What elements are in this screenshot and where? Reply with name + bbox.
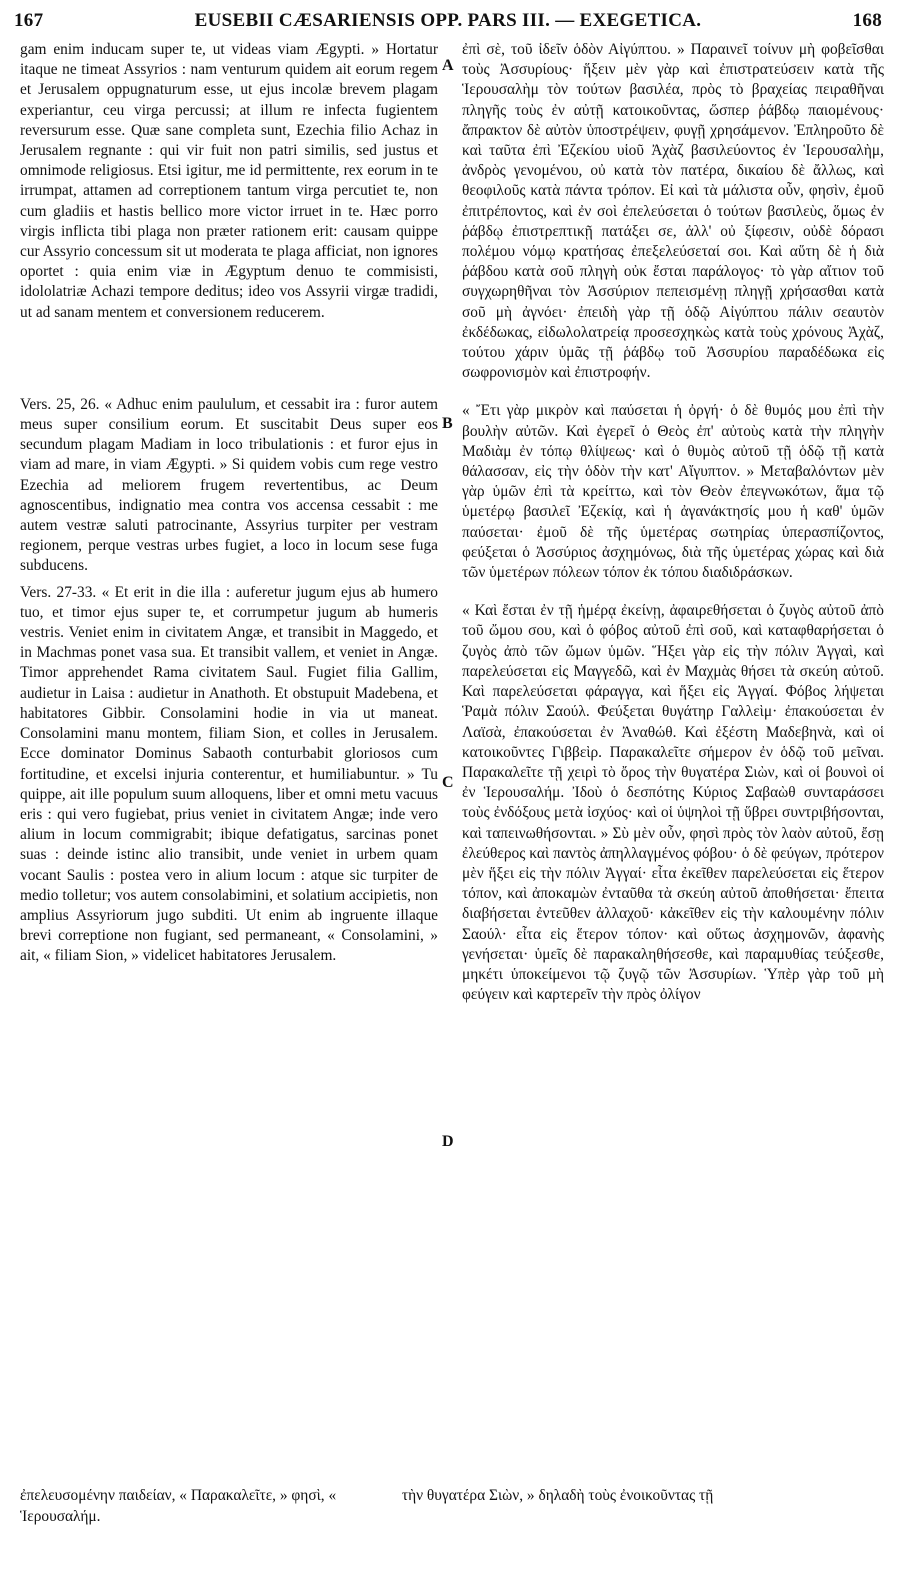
greek-paragraph: « Καὶ ἔσται ἐν τῇ ἡμέρᾳ ἐκείνῃ, ἀφαιρεθήσεται ὁ ζυγὸς αὐτοῦ ἀπὸ τοῦ ὤμου σου, καὶ ὁ φόβος αὐτοῦ ἐπὶ σοῦ, καὶ καταφθαρήσεται ὁ ζυγὸς ἀπὸ τῶν ὤμων ὑμῶν. Ἥξει γὰρ εἰς τὴν πόλιν Ἀγγαὶ, καὶ παρελεύσεται εἰς Μαγγεδῶ, καὶ ἐν Μαχμὰς θήσει τὰ σκεύη αὐτοῦ. Καὶ παρελεύσεται φάραγγα, καὶ ἥξει εἰς Ἀγγαί. Φόβος λήψεται Ῥαμὰ πόλιν Σαούλ. Φεύξεται θυγάτηρ Γαλλεὶμ· ἐπακούσεται ἐν Λαϊσὰ, ἐπακούσεται ἐν Ἀναθώθ. Καὶ ἐξέστη Μαδεβηνὰ, καὶ οἱ κατοικοῦντες Γιββεὶρ. Παρακαλεῖτε σήμερον ἐν ὁδῷ τοῦ μεῖναι. Παρακαλεῖτε τῇ χειρὶ τὸ ὄρος τὴν θυγατέρα Σιὼν, καὶ οἱ βουνοὶ οἱ ἐν Ἱερουσαλήμ. Ἰδοὺ ὁ δεσπότης Κύριος Σαβαὼθ συνταράσσει τοὺς ἐνδόξους μετὰ ἰσχύος· καὶ οἱ ὑψηλοὶ τῇ ὕβρει συντριβήσονται, καὶ ταπεινωθήσονται. » Σὺ μὲν οὖν, φησὶ πρὸς τὸν λαὸν αὐτοῦ, ἔσῃ ἐλεύθερος καὶ παντὸς ἀπηλλαγμένος φόβου· ὁ δὲ φεύγων, πρότερον μὲν ἥξει εἰς τὴν πόλιν Ἀγγαί· εἶτα ἐκεῖθεν παρελεύσεται εἰς ἕτερον τόπον, καὶ ἀποκαμὼν ἐνταῦθα τὰ σκεύη αὐτοῦ ἀποθήσεται· ἔπειτα διαβήσεται ἐντεῦθεν ἀλλαχοῦ· κἀκεῖθεν εἰς τὴν καλουμένην πόλιν Σαούλ· εἶτα εἰς ἕτερον τόπον· καὶ οὕτως ἀσχημονῶν, ἀφανὴς γενήσεται· ὑμεῖς δὲ παρακαληθήσεσθε, καὶ παραμυθίας τεύξεσθε, μηκέτι ὑποκείμενοι τῷ ζυγῷ τῶν Ἀσσυρίων. Ὑπὲρ γὰρ τοῦ μὴ φεύγειν καὶ καρτερεῖν τὴν πρὸς ὀλίγον — [462, 602, 884, 1004]
latin-paragraph: Vers. 25, 26. « Adhuc enim paululum, et cessabit ira : furor autem meus super consilium eorum. Et suscitabit Deus super eos secundum plagam Madiam in loco tribulationis : et furor ejus in viam ad mare, in viam Ægypti. » Si quidem vobis cum rege vestro Ezechia ad meliorem frugem revertentibus, ac Deum agnoscentibus, indignatio mea contra vos accensa cessabit : me autem vestræ saluti patrocinante, Assyrius turpiter per vestram regionem, perque vestras urbes fugiet, a loco in locum sese fuga subducens. — [20, 395, 438, 575]
latin-column — [20, 40, 438, 967]
margin-marker-b: B — [442, 415, 453, 432]
bottom-line — [20, 1506, 884, 1527]
bottom-line-end: Ἱερουσαλήμ. — [20, 1508, 101, 1525]
greek-paragraph: « Ἔτι γὰρ μικρὸν καὶ παύσεται ἡ ὀργή· ὁ δὲ θυμός μου ἐπὶ τὴν βουλὴν αὐτῶν. Καὶ ἐγερεῖ ὁ Θεὸς ἐπ' αὐτοὺς κατὰ τὴν πληγὴν Μαδιὰμ ἐν τόπῳ θλίψεως· καὶ ὁ θυμὸς αὐτοῦ τῇ ὁδῷ τῇ κατὰ θάλασσαν, εἰς τὴν ὁδὸν τὴν κατ' Αἴγυπτον. » Μεταβαλόντων μὲν γὰρ ὑμῶν ἐπὶ τὰ κρείττω, καὶ τὸν Θεὸν ἐπεγνωκότων, ἅμα τῷ ὑμετέρῳ βασιλεῖ Ἐζεκίᾳ, καὶ ἡ ἀγανάκτησίς μου ἡ καθ' ὑμῶν παύσεται· ἐμοῦ δὲ τῆς ὑμετέρας σωτηρίας ὑπερασπίζοντος, φεύξεται ὁ Ἀσσύριος ἀσχημόνως, διὰ τῆς ὑμετέρας χώρας καὶ διὰ τῶν ὑμετέρων πόλεων τόπον ἐκ τόπου διαδιδράσκων. — [462, 402, 884, 582]
bottom-line — [20, 1485, 884, 1506]
running-title: EUSEBII CÆSARIENSIS OPP. PARS III. — EXEGETICA. — [194, 10, 702, 31]
margin-marker-a: A — [442, 57, 454, 74]
margin-marker-d: D — [442, 1133, 454, 1150]
latin-paragraph: Vers. 27-33. « Et erit in die illa : auferetur jugum ejus ab humero tuo, et timor ejus super te, et corrumpetur jugum ab humeris vestris. Veniet enim in civitatem Angæ, et transibit in Maggedo, et in Machmas ponet vasa sua. Et transibit vallem, et veniet in Angæ. Timor apprehendet Rama civitatem Saul. Fugiet filia Gallim, audietur in Laisa : audietur in Anathoth. Et obstupuit Madebena, et habitatores Gibbir. Consolamini hodie in via ut maneat. Consolamini manu montem, filiam Sion, et colles in Jerusalem. Ecce dominator Dominus Sabaoth conturbabit gloriosos cum fortitudine, et excelsi injuria conterentur, et humiliabuntur. » Tu quippe, ait ille populum suum alloquens, liber et omni metu vacuus eris : qui vero fugiebat, prius veniet in civitatem Angæ; inde vero alium in locum commigrabit; ibique defatigatus, sarcinas ponet suas : deinde istinc alio transibit, unde veniet in urbem quam vocant Saulis : postea vero in alium locum : atque sic turpiter de medio tolletur; vos autem consolabimini, et solatium accipietis, non amplius Assyriorum jugo subditi. Ut enim ab ingruente illaque brevi correptione non fugiant, sed permaneant, « Consolamini, » ait, « filiam Sion, » videlicet habitatores Jerusalem. — [20, 583, 438, 965]
bottom-line-left: ἐπελευσομένην παιδείαν, « Παρακαλεῖτε, » φησὶ, « — [20, 1487, 337, 1504]
page-header — [14, 4, 882, 38]
latin-paragraph: gam enim inducam super te, ut videas viam Ægypti. » Hortatur itaque ne timeat Assyrios : nam venturum quidem ait eorum regem et Jerusalem oppugnaturum esse, ut ejus incolæ brevem plagam experiantur, ceu virga percussi; at illum re infecta fugientem reversurum esse. Quæ sane completa sunt, Ezechia filio Achaz in Jerusalem regnante : qui vir fuit non patri similis, sed justus et omnimode religiosus. Etsi igitur, me id permittente, rex eorum in te irrumpat, attamen ad correptionem tantum virga percutiet te, non cum gladiis et hastis bellico more victor irruet in te. Hæc porro virgis inflicta tibi plaga non præter rationem erit: causam quippe cur Assyrio concessum sit ut moderata te plaga afficiat, non ignores oportet : quia enim viæ in Ægyptum denuo te commisisti, idololatriæ Achazi tempore deditus; ideo vos Assyrii virgæ tradidi, ut ad sanam mentem et conversionem reducerem. — [20, 41, 438, 321]
page-number-right: 168 — [852, 10, 882, 31]
bottom-full-width-text — [20, 1485, 884, 1527]
greek-column — [462, 40, 884, 1005]
greek-paragraph: ἐπὶ σὲ, τοῦ ἰδεῖν ὁδὸν Αἰγύπτου. » Παραινεῖ τοίνυν μὴ φοβεῖσθαι τοὺς Ἀσσυρίους· ἥξειν μὲν γὰρ καὶ ἐπιστρατεύσειν κατὰ τῆς Ἱερουσαλὴμ τὸν τούτων βασιλέα, πρὸς τὸ βραχείας πειραθῆναι πληγῆς τοὺς ἐν αὐτῇ κατοικοῦντας, ὥσπερ ῥάβδῳ παιομένους· ἄπρακτον δὲ αὐτὸν ὑποστρέψειν, φυγῇ χρησάμενον. Ἐπληροῦτο δὲ καὶ ταῦτα ἐπὶ Ἐζεκίου υἱοῦ Ἀχὰζ βασιλεύοντος ἐν Ἱερουσαλὴμ, ἀνδρὸς γενομένου, οὐ κατὰ τὸν πατέρα, δικαίου δὲ ἄλλως, καὶ θεοφιλοῦς κατὰ πάντα τρόπον. Εἰ καὶ τὰ μάλιστα οὖν, φησὶν, ἐμοῦ ἐπιτρέποντος, καὶ ἐν σοὶ ἐπελεύσεται ὁ τούτων βασιλεὺς, ὅμως ἐν ῥάβδῳ ἐπιστρεπτικῇ πατάξει σε, ἀλλ' οὐ ξίφεσιν, οὐδὲ δόρασι πολέμου νόμῳ κρατήσας ἐπεξελεύσεταί σοι. Καὶ αὕτη δὲ ἡ διὰ ῥάβδου κατὰ σοῦ πληγὴ οὐκ ἔσται παράλογος· τὸ γὰρ αἴτιον τοῦ συγχωρηθῆναι τὸν Ἀσσύριον πεπεισμένῃ πληγῇ χρήσασθαι κατὰ σοῦ μὴ ἀγνόει· ἐπειδὴ γὰρ τῇ ὁδῷ Αἰγύπτου πάλιν σεαυτὸν ἐκδέδωκας, εἰδωλολατρείᾳ προσεσχηκὼς κατὰ τοὺς χρόνους Ἀχὰζ, τούτου χάριν ὑμᾶς τῇ ῥάβδῳ τοῦ Ἀσσυρίου παραδέδωκα εἰς σωφρονισμὸν καὶ ἐπιστροφήν. — [462, 41, 884, 382]
margin-marker-c: C — [442, 774, 454, 791]
bottom-line-right: τὴν θυγατέρα Σιὼν, » δηλαδὴ τοὺς ἐνοικοῦντας τῇ — [401, 1487, 714, 1504]
page-number-left: 167 — [14, 10, 44, 31]
